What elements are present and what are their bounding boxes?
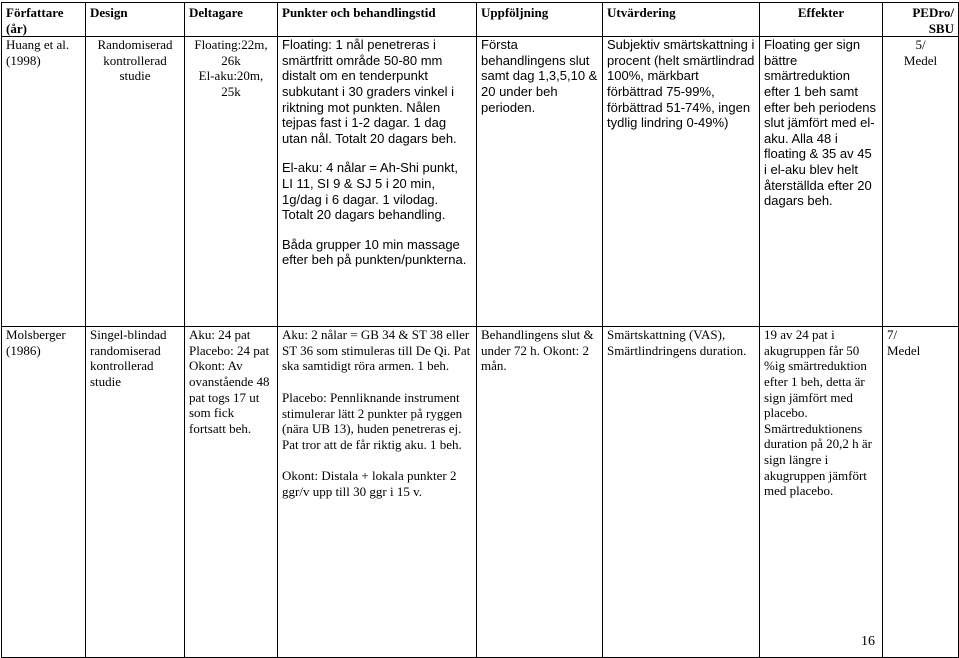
cell-author [2, 327, 86, 658]
pedro-rating: Medel [903, 52, 938, 68]
header-row [2, 3, 959, 37]
cell-followup: Första behandlingens slut samt dag 1,3,5,10 & 20 under beh perioden. [477, 37, 603, 327]
cell-design [86, 37, 185, 327]
points-okont: Okont: Distala + lokala punkter 2 ggr/v upp till 30 ggr i 15 v. [282, 468, 457, 499]
points-placebo: Placebo: Pennliknande instrument stimulerar lätt 2 punkter på ryggen (nära UB 13), huden penetreras ej. Pat tror att de får riktig aku. 1 beh. [282, 389, 463, 452]
cell-pedro [883, 37, 959, 327]
cell-design: Singel-blindad randomiserad kontrollerad studie [86, 327, 185, 658]
author-name: Molsberger [6, 327, 66, 343]
cell-effects: Floating ger sign bättre smärtreduktion efter 1 beh samt efter beh periodens slut jämfört med el-aku. Alla 48 i floating & 35 av 45 i el-aku blev helt återställda efter 20 dagars beh. [760, 37, 883, 327]
pedro-score: 7/ [887, 327, 898, 343]
pedro-rating: Medel [887, 342, 921, 358]
participants-line: Floating:22m, [194, 37, 268, 53]
cell-participants: Aku: 24 pat Placebo: 24 pat Okont: Av ovanstående 48 pat togs 17 ut som fick fortsatt beh. [185, 327, 278, 658]
points-aku: Aku: 2 nålar = GB 34 & ST 38 eller ST 36 som stimuleras till De Qi. Pat ska samtidigt röra armen. 1 beh. [282, 327, 471, 374]
cell-followup: Behandlingens slut & under 72 h. Okont: 2 mån. [477, 327, 603, 658]
header-author: Författare (år) [2, 3, 86, 37]
design-line: kontrollerad [103, 52, 167, 68]
participants-line: 26k [221, 52, 241, 68]
header-points: Punkter och behandlingstid [278, 3, 477, 37]
points-elaku: El-aku: 4 nålar = Ah-Shi punkt, LI 11, SI 9 & SJ 5 i 20 min, 1g/dag i 6 dagar. 1 vilodag. Totalt 20 dagars behandling. [282, 160, 458, 223]
design-line: studie [119, 68, 151, 84]
page-number: 16 [861, 634, 875, 649]
header-evaluation: Utvärdering [603, 3, 760, 37]
table-row [2, 37, 959, 327]
pedro-score: 5/ [915, 37, 926, 53]
participants-line: El-aku:20m, [198, 68, 264, 84]
cell-pedro [883, 327, 959, 658]
header-participants: Deltagare [185, 3, 278, 37]
table-row [2, 327, 959, 658]
cell-points [278, 37, 477, 327]
header-followup: Uppföljning [477, 3, 603, 37]
cell-evaluation: Subjektiv smärtskattning i procent (helt smärtlindrad 100%, märkbart förbättrad 75-99%, förbättrad 51-74%, ingen tydlig lindring 0-49%) [603, 37, 760, 327]
participants-line: 25k [221, 83, 241, 99]
author-year: (1986) [6, 342, 41, 358]
study-table [1, 2, 959, 658]
cell-points [278, 327, 477, 658]
cell-evaluation: Smärtskattning (VAS), Smärtlindringens duration. [603, 327, 760, 658]
cell-author [2, 37, 86, 327]
cell-participants [185, 37, 278, 327]
header-pedro: PEDro/ SBU [883, 3, 959, 37]
cell-effects: 19 av 24 pat i akugruppen får 50 %ig smärtreduktion efter 1 beh, detta är sign jämfört med placebo. Smärtreduktionens duration på 20,2 h är sign längre i akugruppen jämfört med placebo. [760, 327, 883, 658]
author-name: Huang et al. [6, 37, 70, 53]
points-floating: Floating: 1 nål penetreras i smärtfritt område 50-80 mm distalt om en tenderpunkt subkutant i 30 graders vinkel i riktning mot punkten. Nålen tejpas fast i 1-2 dagar. 1 dag utan nål. Totalt 20 dagars beh. [282, 37, 457, 146]
header-design: Design [86, 3, 185, 37]
header-effects: Effekter [760, 3, 883, 37]
author-year: (1998) [6, 52, 41, 68]
points-massage: Båda grupper 10 min massage efter beh på punkten/punkterna. [282, 236, 467, 268]
design-line: Randomiserad [97, 37, 173, 53]
